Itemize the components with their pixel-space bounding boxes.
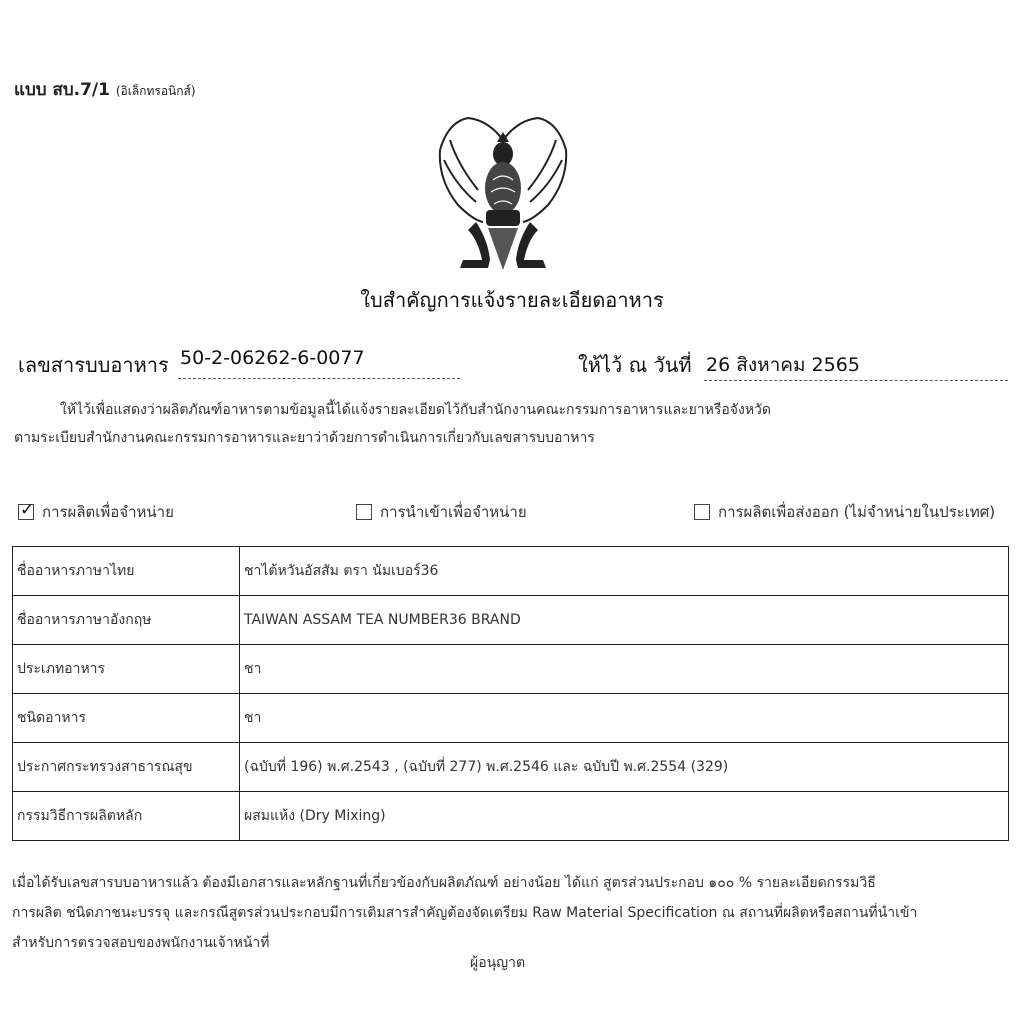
issue-date-value: 26 สิงหาคม 2565 — [706, 354, 860, 376]
table-row — [13, 596, 1009, 645]
option-label: การนำเข้าเพื่อจำหน่าย — [380, 503, 527, 521]
row-value: TAIWAN ASSAM TEA NUMBER36 BRAND — [240, 596, 1009, 645]
row-value: ชา — [240, 694, 1009, 743]
form-code-label: แบบ สบ.7/1 — [14, 80, 110, 100]
row-label: กรรมวิธีการผลิตหลัก — [13, 792, 240, 841]
option-label: การผลิตเพื่อจำหน่าย — [42, 503, 174, 521]
option-export[interactable] — [694, 500, 995, 524]
table-row — [13, 547, 1009, 596]
row-label: ชื่ออาหารภาษาไทย — [13, 547, 240, 596]
garuda-emblem-icon — [428, 110, 578, 278]
option-domestic-production[interactable] — [18, 500, 174, 524]
table-row — [13, 792, 1009, 841]
issue-date-label: ให้ไว้ ณ วันที่ — [578, 353, 692, 377]
issue-date-underline — [704, 380, 1008, 381]
row-label: ชนิดอาหาร — [13, 694, 240, 743]
checkbox-checked[interactable] — [18, 500, 35, 520]
row-value: (ฉบับที่ 196) พ.ศ.2543 , (ฉบับที่ 277) พ.ศ.2546 และ ฉบับปี พ.ศ.2554 (329) — [240, 743, 1009, 792]
row-value: ชาไต้หวันอัสสัม ตรา นัมเบอร์36 — [240, 547, 1009, 596]
cut-off-text: ผู้อนุญาต — [470, 955, 526, 971]
row-label: ชื่ออาหารภาษาอังกฤษ — [13, 596, 240, 645]
option-import[interactable] — [356, 500, 527, 524]
form-code — [14, 76, 196, 103]
table-row — [13, 645, 1009, 694]
row-value: ผสมแห้ง (Dry Mixing) — [240, 792, 1009, 841]
checkbox-unchecked[interactable] — [694, 504, 710, 520]
footer-line-3: สำหรับการตรวจสอบของพนักงานเจ้าหน้าที่ — [12, 935, 270, 951]
checkbox-unchecked[interactable] — [356, 504, 372, 520]
intro-line-2: ตามระเบียบสำนักงานคณะกรรมการอาหารและยาว่าด้วยการดำเนินการเกี่ยวกับเลขสารบบอาหาร — [14, 430, 595, 446]
row-label: ประเภทอาหาร — [13, 645, 240, 694]
intro-line-1: ให้ไว้เพื่อแสดงว่าผลิตภัณฑ์อาหารตามข้อมูลนี้ได้แจ้งรายละเอียดไว้กับสำนักงานคณะกรรมการอาหารและยาหรือจังหวัด — [60, 402, 772, 418]
table-row — [13, 743, 1009, 792]
food-details-table — [12, 546, 1009, 841]
row-label: ประกาศกระทรวงสาธารณสุข — [13, 743, 240, 792]
table-row — [13, 694, 1009, 743]
footer-line-2: การผลิต ชนิดภาชนะบรรจุ และกรณีสูตรส่วนประกอบมีการเติมสารสำคัญต้องจัดเตรียม Raw Material Specification ณ สถานที่ผลิตหรือสถานที่นำเข้า — [12, 905, 918, 921]
row-value: ชา — [240, 645, 1009, 694]
registration-number-value: 50-2-06262-6-0077 — [180, 347, 365, 369]
form-code-note: (อิเล็กทรอนิกส์) — [115, 84, 196, 98]
option-label: การผลิตเพื่อส่งออก (ไม่จำหน่ายในประเทศ) — [718, 503, 996, 521]
check-mark-icon: ✓ — [20, 500, 35, 520]
document-title: ใบสำคัญการแจ้งรายละเอียดอาหาร — [360, 288, 664, 312]
footer-line-1: เมื่อได้รับเลขสารบบอาหารแล้ว ต้องมีเอกสารและหลักฐานที่เกี่ยวข้องกับผลิตภัณฑ์ อย่างน้อย ได้แก่ สูตรส่วนประกอบ ๑๐๐ % รายละเอียดกรรมวิธี — [12, 875, 876, 891]
registration-number-underline — [178, 378, 460, 379]
registration-number-label: เลขสารบบอาหาร — [18, 353, 169, 377]
